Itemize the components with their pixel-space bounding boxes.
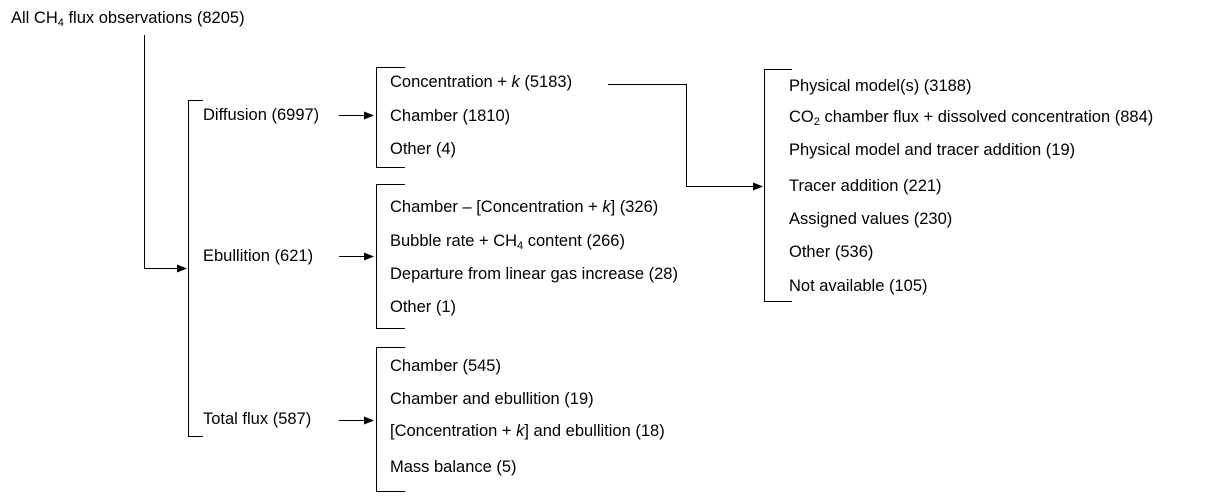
k-method-assigned: Assigned values (230) (789, 210, 953, 228)
k-bracket (765, 70, 793, 302)
method-chamber-ebullition: Chamber and ebullition (19) (390, 390, 594, 408)
method-diffusion-chamber: Chamber (1810) (390, 107, 511, 125)
method-concentration-k: Concentration + k (5183) (390, 73, 573, 91)
method-mass-balance: Mass balance (5) (390, 458, 517, 476)
root-connector (145, 35, 187, 269)
k-connector (608, 85, 762, 187)
root-label: All $CH_4$ flux observations (8205) (11, 9, 245, 29)
method-total-chamber: Chamber (545) (390, 357, 501, 375)
k-method-physical: Physical model(s) (3188) (789, 77, 972, 95)
category-ebullition: Ebullition (621) (203, 247, 314, 265)
k-method-not-available: Not available (105) (789, 277, 928, 295)
method-bubble-rate: Bubble rate + $CH_4$ content (266) (390, 232, 625, 252)
method-ebullition-other: Other (1) (390, 298, 457, 316)
category-total-flux: Total flux (587) (203, 410, 312, 428)
k-method-other: Other (536) (789, 243, 874, 261)
k-method-physical-tracer: Physical model and tracer addition (19) (789, 141, 1076, 159)
k-method-co2: $CO_2$ chamber flux + dissolved concentration (884) (789, 108, 1154, 128)
method-departure-linear: Departure from linear gas increase (28) (390, 265, 678, 283)
category-bracket (189, 101, 204, 437)
k-method-tracer: Tracer addition (221) (789, 177, 942, 195)
method-chamber-minus-conc: Chamber – [Concentration + k] (326) (390, 198, 659, 216)
method-diffusion-other: Other (4) (390, 140, 457, 158)
category-diffusion: Diffusion (6997) (203, 106, 320, 124)
method-conc-ebullition: [Concentration + k] and ebullition (18) (390, 422, 665, 440)
